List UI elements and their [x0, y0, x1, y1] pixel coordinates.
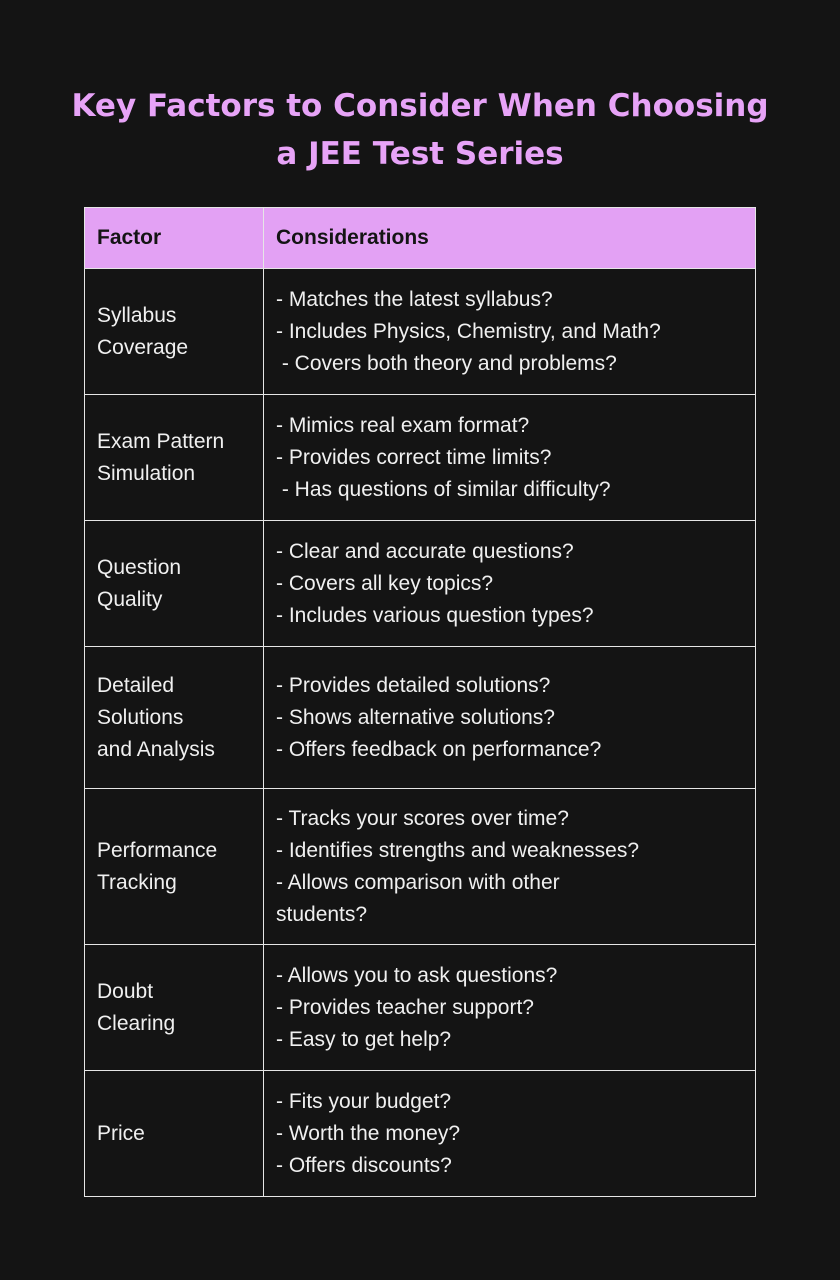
considerations-cell: [264, 945, 756, 1071]
consideration-line: - Has questions of similar difficulty?: [276, 477, 611, 501]
factor-line: and Analysis: [97, 737, 215, 761]
consideration-line: - Covers all key topics?: [276, 571, 494, 595]
factor-line: Quality: [97, 587, 163, 611]
factor-cell: [85, 269, 264, 395]
factor-cell: [85, 945, 264, 1071]
title-line-2: a JEE Test Series: [276, 136, 564, 172]
considerations-cell: [264, 395, 756, 521]
factor-line: Coverage: [97, 335, 189, 359]
consideration-line: - Provides correct time limits?: [276, 445, 552, 469]
title-line-1: Key Factors to Consider When Choosing: [71, 88, 769, 124]
table-row: [85, 1071, 756, 1197]
table-body: [85, 269, 756, 1197]
table-row: [85, 269, 756, 395]
consideration-line: - Includes various question types?: [276, 603, 594, 627]
factor-line: Solutions: [97, 705, 184, 729]
header-row: [85, 208, 756, 269]
consideration-line: - Includes Physics, Chemistry, and Math?: [276, 319, 661, 343]
consideration-line: - Identifies strengths and weaknesses?: [276, 838, 640, 862]
consideration-line: - Matches the latest syllabus?: [276, 287, 553, 311]
consideration-line: - Offers feedback on performance?: [276, 737, 602, 761]
factor-line: Exam Pattern: [97, 429, 225, 453]
considerations-cell: [264, 269, 756, 395]
table-header: [85, 208, 756, 269]
factor-line: Detailed: [97, 673, 175, 697]
factor-cell: [85, 647, 264, 789]
column-header-factor: Factor: [85, 208, 264, 269]
table-row: [85, 945, 756, 1071]
table-row: [85, 789, 756, 945]
consideration-line: - Covers both theory and problems?: [276, 351, 617, 375]
considerations-cell: [264, 647, 756, 789]
factor-line: Performance: [97, 838, 218, 862]
factors-table: [84, 207, 756, 1197]
consideration-line: - Clear and accurate questions?: [276, 539, 574, 563]
factor-line: Syllabus: [97, 303, 177, 327]
consideration-line: - Worth the money?: [276, 1121, 461, 1145]
consideration-line: - Fits your budget?: [276, 1089, 452, 1113]
table-row: [85, 521, 756, 647]
factor-line: Doubt: [97, 979, 154, 1003]
table-row: [85, 395, 756, 521]
consideration-line: - Offers discounts?: [276, 1153, 452, 1177]
factor-cell: [85, 1071, 264, 1197]
consideration-line: - Allows comparison with other: [276, 870, 560, 894]
consideration-line: - Shows alternative solutions?: [276, 705, 555, 729]
factor-line: Tracking: [97, 870, 177, 894]
considerations-cell: [264, 1071, 756, 1197]
factor-line: Simulation: [97, 461, 196, 485]
consideration-line: - Tracks your scores over time?: [276, 806, 569, 830]
factor-line: Clearing: [97, 1011, 176, 1035]
factor-cell: [85, 395, 264, 521]
consideration-line: - Provides detailed solutions?: [276, 673, 551, 697]
consideration-line: - Provides teacher support?: [276, 995, 534, 1019]
considerations-cell: [264, 789, 756, 945]
consideration-line: - Easy to get help?: [276, 1027, 452, 1051]
factor-cell: [85, 521, 264, 647]
factor-cell: [85, 789, 264, 945]
consideration-line: - Mimics real exam format?: [276, 413, 530, 437]
column-header-considerations: Considerations: [264, 208, 756, 269]
factor-line: Price: [97, 1121, 145, 1145]
page-title: [40, 82, 800, 178]
consideration-line: students?: [276, 902, 368, 926]
table-row: [85, 647, 756, 789]
considerations-cell: [264, 521, 756, 647]
consideration-line: - Allows you to ask questions?: [276, 963, 558, 987]
factor-line: Question: [97, 555, 182, 579]
